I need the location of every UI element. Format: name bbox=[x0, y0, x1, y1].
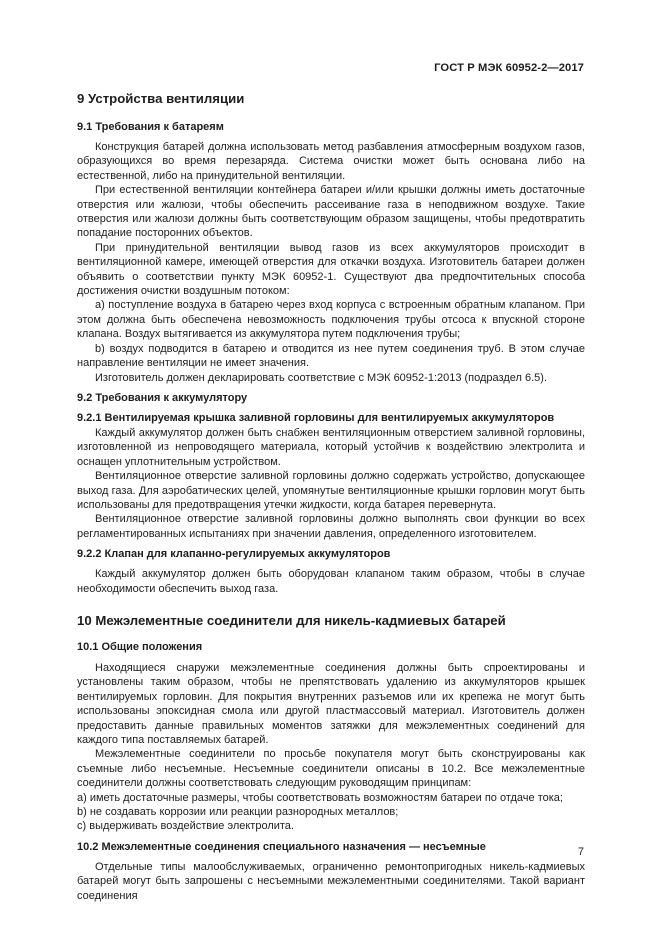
paragraph: Каждый аккумулятор должен быть оборудован клапаном таким образом, чтобы в случае необходимости обеспечить выход газа. bbox=[77, 568, 585, 595]
list-item: b) не создавать коррозии или реакции разнородных металлов; bbox=[77, 806, 399, 819]
section-9-2-1-title: 9.2.1 Вентилируемая крышка заливной горловины для вентилируемых аккумуляторов bbox=[77, 411, 555, 424]
section-9-2-title: 9.2 Требования к аккумулятору bbox=[77, 391, 248, 404]
section-10-1-title: 10.1 Общие положения bbox=[77, 640, 203, 653]
paragraph: Каждый аккумулятор должен быть снабжен вентиляционным отверстием заливной горловины, изготовленной из непроводящего материала, который устойчив к воздействию электролита и оснащен уплотнительным устройством. bbox=[77, 426, 585, 468]
paragraph: Изготовитель должен декларировать соответствие с МЭК 60952-1:2013 (подраздел 6.5). bbox=[95, 371, 548, 384]
document-body bbox=[77, 91, 585, 903]
paragraph: При естественной вентиляции контейнера батареи и/или крышки должны иметь достаточные отверстия или жалюзи, чтобы обеспечить рассеивание газа в неподвижном воздухе. Такие отверстия или жалюзи должны быть соответствующим образом защищены, чтобы предотвратить попадание посторонних объектов. bbox=[77, 184, 585, 240]
paragraph: Межэлементные соединители по просьбе покупателя могут быть сконструированы как съемные либо несъемные. Несъемные соединители описаны в 10.2. Все межэлементные соединители должны соответствовать следующим руководящим принципам: bbox=[77, 748, 585, 790]
paragraph: Отдельные типы малообслуживаемых, ограниченно ремонтопригодных никель-кадмиевых батарей могут быть запрошены с несъемными межэлементными соединителями. Такой вариант соединения bbox=[77, 860, 585, 902]
paragraph: Вентиляционное отверстие заливной горловины должно содержать устройство, допускающее выход газа. Для аэробатических целей, упомянутые вентиляционные крышки горловин могут быть использованы для предотвращения утечки жидкости, когда батарея перевернута. bbox=[77, 470, 585, 511]
paragraph: При принудительной вентиляции вывод газов из всех аккумуляторов происходит в вентиляционной камере, имеющей отверстия для откачки воздуха. Изготовитель батареи должен объявить о соответствии пункту МЭК 60952-1. Существуют два предпочтительных способа достижения очистки воздушным потоком: bbox=[77, 241, 585, 298]
paragraph: Вентиляционное отверстие заливной горловины должно выполнять свои функции во всех регламентированных испытаниях при значении давления, определенного изготовителем. bbox=[77, 513, 585, 540]
section-9-1-title: 9.1 Требования к батареям bbox=[77, 121, 224, 133]
section-9-2-2-title: 9.2.2 Клапан для клапанно-регулируемых аккумуляторов bbox=[77, 548, 391, 561]
standard-header: ГОСТ Р МЭК 60952-2—2017 bbox=[434, 62, 584, 74]
list-item: c) выдерживать воздействие электролита. bbox=[77, 820, 294, 833]
paragraph: Конструкция батарей должна использовать метод разбавления атмосферным воздухом газов, образующихся во время перезаряда. Система очистки может быть основана либо на естественной, либо на принудительной вентиляции. bbox=[77, 141, 585, 182]
section-10-title: 10 Межэлементные соединители для никель-кадмиевых батарей bbox=[77, 612, 506, 628]
paragraph: Находящиеся снаружи межэлементные соединения должны быть спроектированы и установлены таким образом, чтобы не препятствовать удалению из аккумуляторов крышек вентилируемых горловин. Для покрытия внутренних разъемов или их крепежа не могут быть использованы эпоксидная смола или другой пластмассовый материал. Изготовитель должен предоставить данные правильных моментов затяжки для межэлементных соединений для каждого типа поставляемых батарей. bbox=[77, 661, 585, 746]
list-item: b) воздух подводится в батарею и отводится из нее путем соединения труб. В этом случае направление вентиляции не имеет значения. bbox=[77, 342, 585, 370]
page-number: 7 bbox=[577, 846, 584, 858]
list-item: а) поступление воздуха в батарею через вход корпуса с встроенным обратным клапаном. При этом должна быть обеспечена невозможность подключения трубы отсоса к впускной стороне клапана. Воздух вытягивается из аккумулятора путем подключения трубы; bbox=[77, 299, 585, 341]
section-9-title: 9 Устройства вентиляции bbox=[77, 91, 245, 106]
section-10-2-title: 10.2 Межэлементные соединения специального назначения — несъемные bbox=[77, 840, 486, 853]
list-item: a) иметь достаточные размеры, чтобы соответствовать возможностям батареи по отдаче тока; bbox=[77, 791, 563, 804]
